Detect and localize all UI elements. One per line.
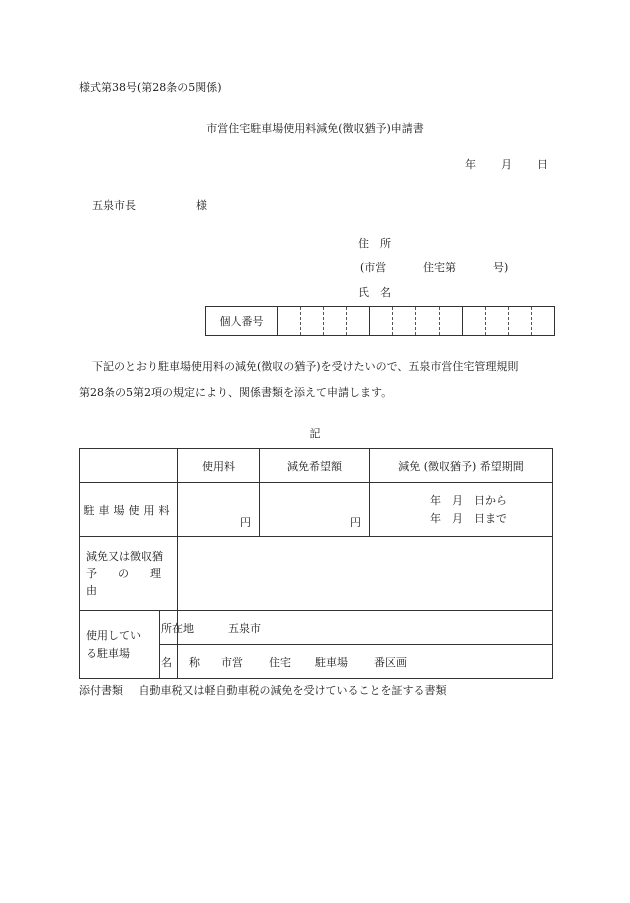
- mynumber-digit[interactable]: [463, 307, 486, 335]
- mynumber-digit[interactable]: [440, 307, 463, 335]
- name-city: 市営: [221, 656, 243, 669]
- period-from: 年 月 日から: [430, 494, 507, 508]
- applicant-address: [358, 238, 398, 249]
- body-text-line1: 下記のとおり駐車場使用料の減免(徴収の猶予)を受けたいので、五泉市営住宅管理規則: [92, 360, 519, 373]
- mynumber-digit[interactable]: [347, 307, 370, 335]
- mynumber-digit[interactable]: [278, 307, 301, 335]
- period-cell[interactable]: [370, 483, 553, 537]
- mynumber-digit[interactable]: [486, 307, 509, 335]
- addressee-name: 五泉市長: [92, 199, 136, 212]
- attachment-label: 添付書類: [79, 684, 123, 697]
- date-day: 日: [537, 158, 548, 171]
- reduction-unit: 円: [350, 516, 361, 529]
- parking-fee-label: 駐車場使用料: [80, 483, 178, 537]
- reason-label-line2: 予の理由: [86, 566, 173, 598]
- application-table: [79, 448, 553, 679]
- reason-label-line1: 減免又は徴収猶: [86, 549, 163, 563]
- header-period: 減免 (徴収猶予) 希望期間: [370, 449, 553, 483]
- header-reduction-amount: 減免希望額: [260, 449, 370, 483]
- parking-lot-label-line1: 使用してい: [86, 628, 141, 642]
- form-id: 様式第38号(第28条の5関係): [79, 81, 222, 94]
- mynumber-digit[interactable]: [370, 307, 393, 335]
- mynumber-digit[interactable]: [393, 307, 416, 335]
- mynumber-digit[interactable]: [509, 307, 532, 335]
- reason-label: [80, 537, 178, 611]
- document-title: 市営住宅駐車場使用料減免(徴収猶予)申請書: [206, 122, 424, 135]
- attachment-row: [79, 685, 447, 696]
- mynumber-digit[interactable]: [301, 307, 324, 335]
- header-fee: 使用料: [178, 449, 260, 483]
- name-section: 番区画: [374, 656, 407, 669]
- mynumber-digit[interactable]: [532, 307, 554, 335]
- mynumber-digit[interactable]: [324, 307, 347, 335]
- parking-lot-label-line2: る駐車場: [86, 646, 130, 660]
- addressee: [92, 199, 207, 212]
- paren-mid: 住宅第: [423, 261, 456, 274]
- header-blank: [80, 449, 178, 483]
- location-value-text: 五泉市: [228, 622, 261, 635]
- name-parking: 駐車場: [315, 656, 348, 669]
- reduction-cell[interactable]: [260, 483, 370, 537]
- reason-input[interactable]: [178, 537, 553, 611]
- paren-close: 号): [493, 261, 509, 274]
- paren-open: (市営: [360, 261, 387, 274]
- ki-mark: 記: [309, 427, 321, 440]
- fee-cell[interactable]: [178, 483, 260, 537]
- parking-lot-label: [80, 611, 160, 679]
- mynumber-field[interactable]: [205, 306, 555, 336]
- location-label-text: 所在地: [161, 622, 194, 635]
- period-to: 年 月 日まで: [430, 511, 507, 525]
- mynumber-digit[interactable]: [416, 307, 439, 335]
- attachment-text: 自動車税又は軽自動車税の減免を受けていることを証する書類: [138, 684, 447, 697]
- name-label: 氏 名: [358, 286, 391, 299]
- body-text-line2: 第28条の5第2項の規定により、関係書類を添えて申請します。: [79, 386, 393, 399]
- addressee-honorific: 様: [196, 199, 207, 212]
- date-month: 月: [501, 158, 512, 171]
- address-label: 住 所: [358, 237, 391, 250]
- mynumber-label: 個人番号: [206, 307, 278, 335]
- applicant-name: [358, 287, 398, 298]
- fee-unit: 円: [240, 516, 251, 529]
- name-label-text: 名 称: [161, 656, 203, 669]
- name-housing: 住宅: [269, 656, 291, 669]
- date-year: 年: [465, 158, 476, 171]
